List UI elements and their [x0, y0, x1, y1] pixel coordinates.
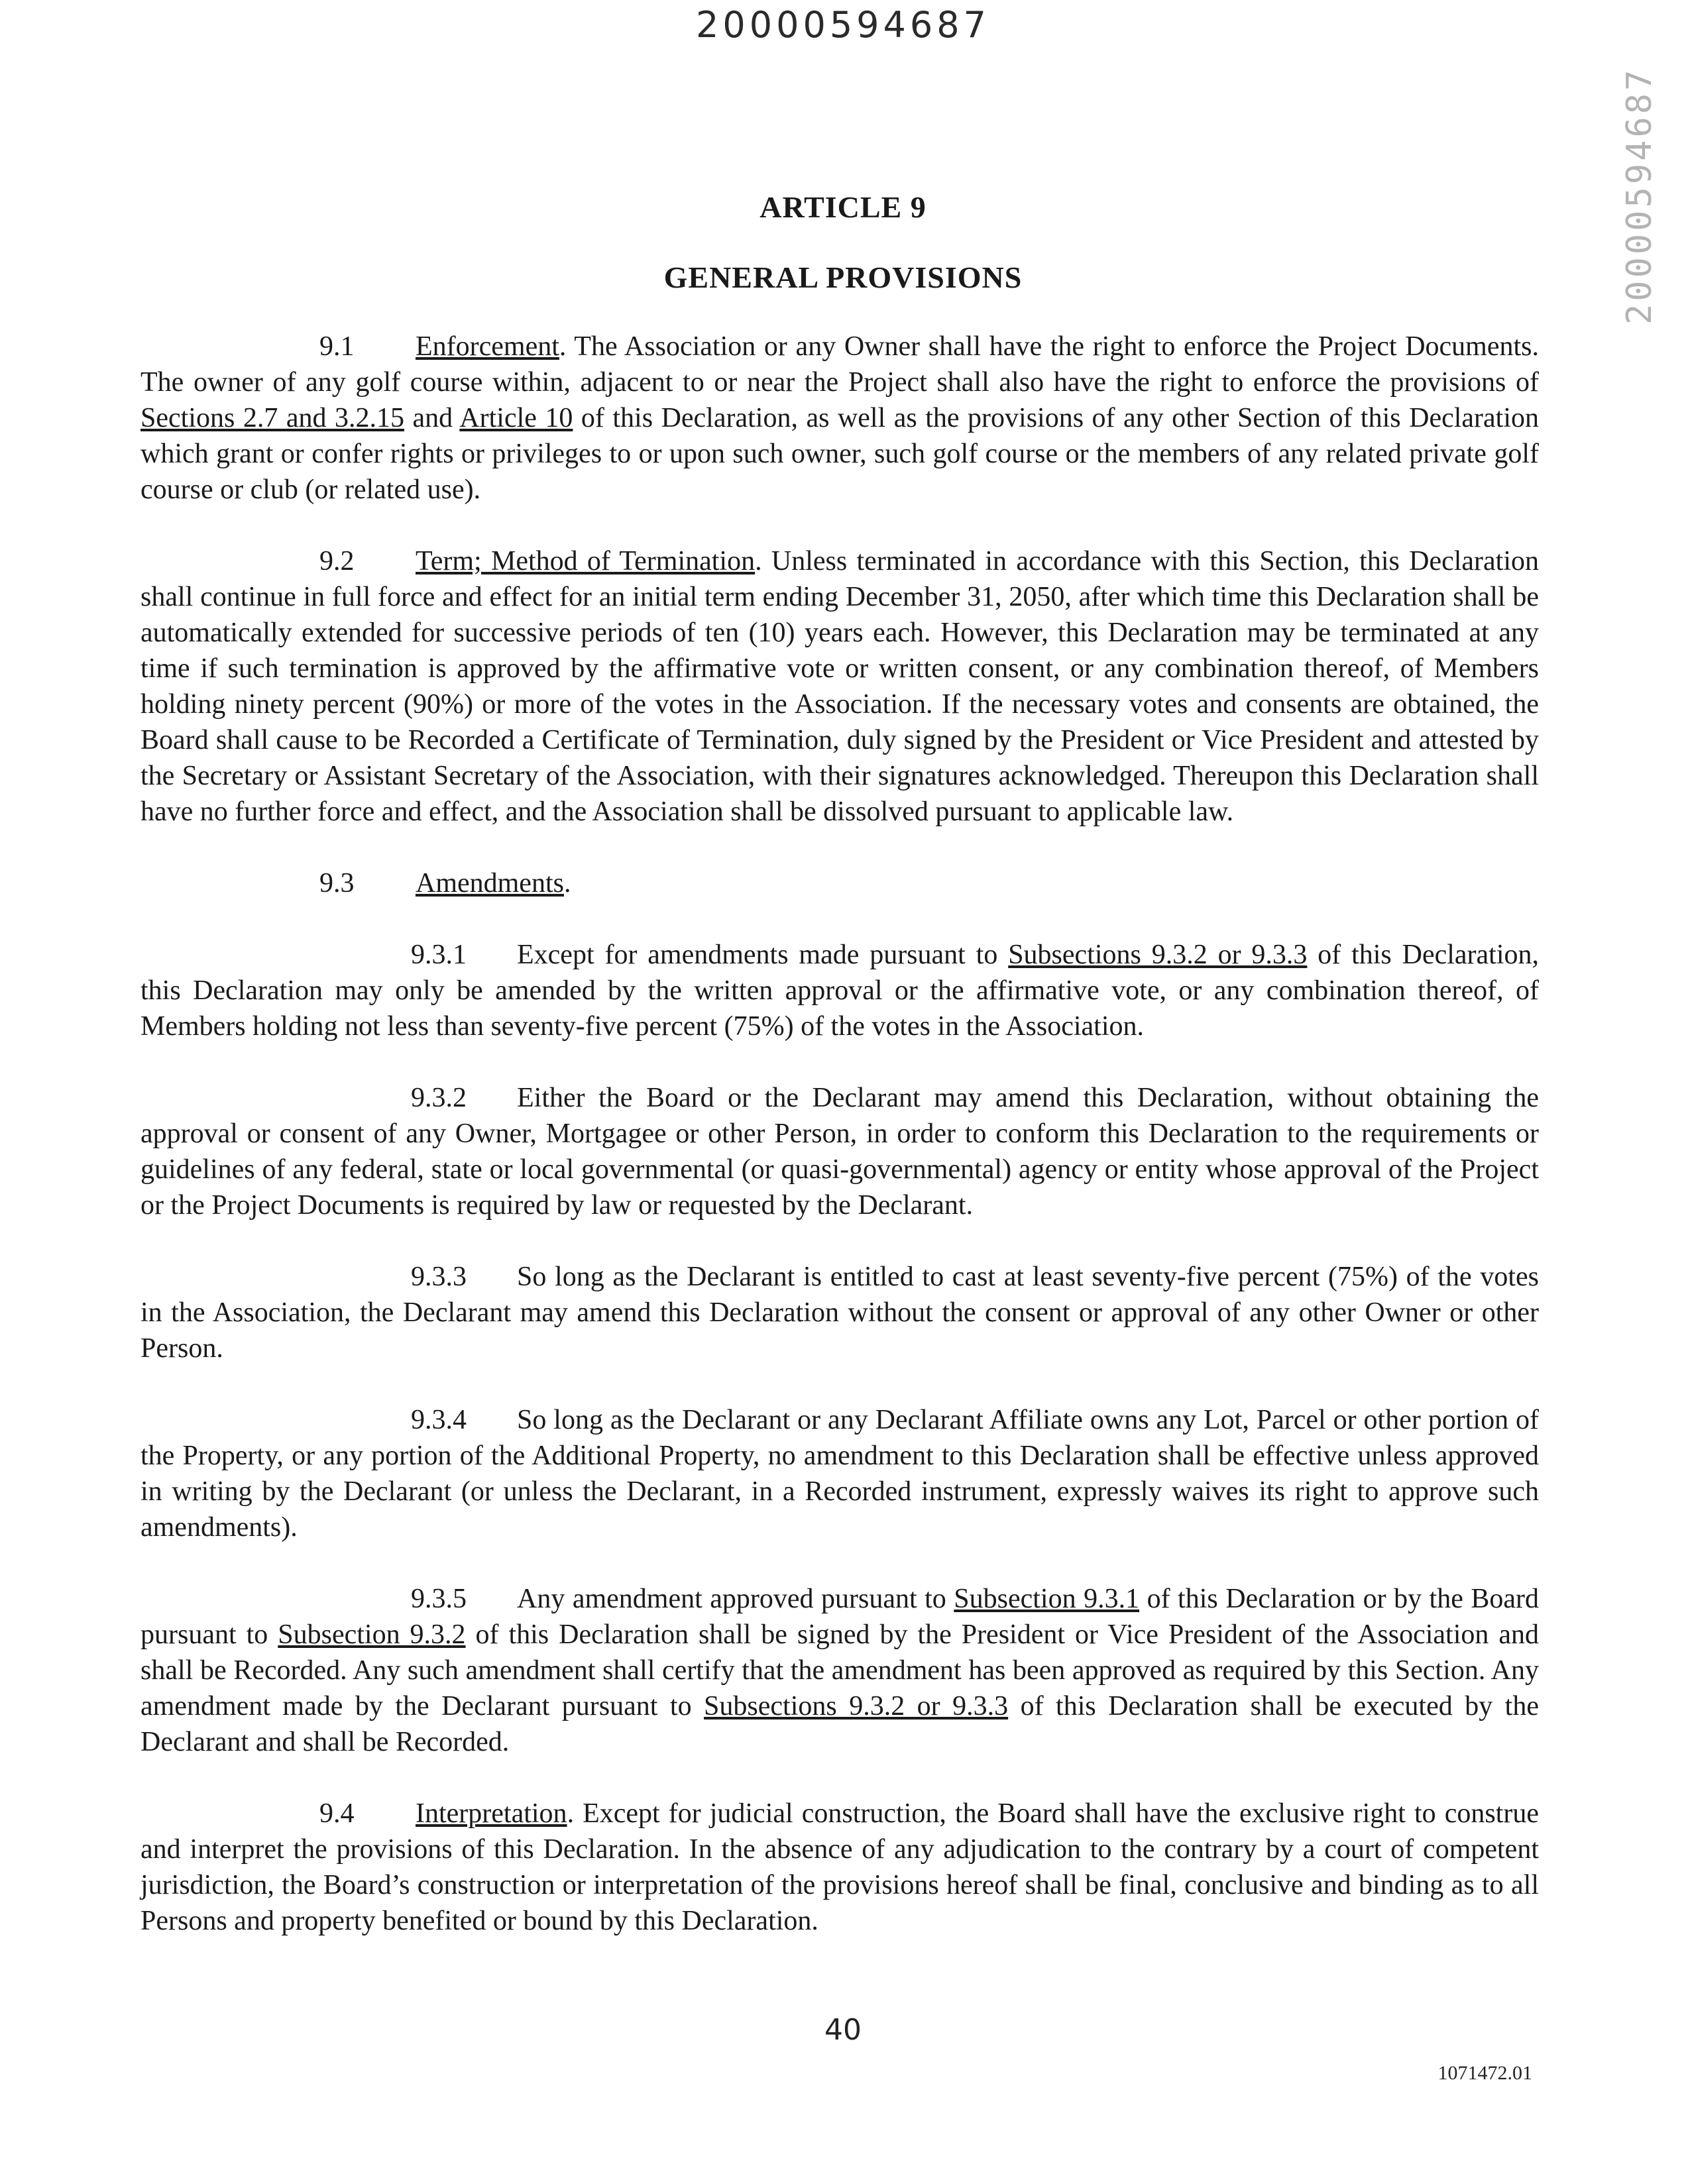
section-9-4 [140, 1796, 1539, 1939]
section-heading: Interpretation [416, 1798, 567, 1829]
subsection-number: 9.3.3 [411, 1262, 467, 1292]
section-number: 9.4 [319, 1798, 355, 1829]
cross-reference: Article 10 [459, 403, 573, 433]
section-text: of this Declaration shall be signed by the President or Vice President of the Association and shall be Recorded. Any such amendment shall certify that the amendment has been approved as required by this Section. Any amendment made by the Declarant pursuant to [140, 1619, 1540, 1721]
section-text: of this Declaration or by the Board pursuant to [140, 1584, 1539, 1650]
section-number: 9.2 [319, 546, 355, 576]
section-text: Any amendment approved pursuant to [517, 1584, 954, 1614]
section-9-3-3 [140, 1259, 1539, 1366]
section-9-3-2 [140, 1080, 1539, 1223]
section-text: of this Declaration shall be executed by the Declarant and shall be Recorded. [140, 1691, 1539, 1757]
section-text: of this Declaration, as well as the provisions of any other Section of this Declaration which grant or confer rights or privileges to or upon such owner, such golf course or the members of any related private golf course or club (or related use). [140, 403, 1540, 505]
section-9-3-4 [140, 1402, 1539, 1545]
subsection-number: 9.3.5 [411, 1584, 467, 1614]
subsection-number: 9.3.2 [411, 1083, 467, 1113]
subsection-number: 9.3.4 [411, 1405, 467, 1435]
cross-reference: Subsections 9.3.2 or 9.3.3 [704, 1691, 1009, 1721]
document-id: 1071472.01 [1437, 2062, 1532, 2084]
section-9-3 [140, 865, 1539, 901]
side-stamp-number: 20000594687 [1620, 67, 1659, 325]
section-text: So long as the Declarant or any Declarant Affiliate owns any Lot, Parcel or other portion of the Property, or any portion of the Additional Property, no amendment to this Declaration shall be effective unless approved in writing by the Declarant (or unless the Declarant, in a Recorded instrument, expressly waives its right to approve such amendments). [140, 1405, 1539, 1543]
section-number: 9.1 [319, 331, 355, 362]
section-text: of this Declaration, this Declaration may only be amended by the written approval or the affirmative vote, or any combination thereof, of Members holding not less than seventy-five percent (75%) of the votes in the Association. [140, 940, 1540, 1042]
section-text: . Except for judicial construction, the Board shall have the exclusive right to construe and interpret the provisions of this Declaration. In the absence of any adjudication to the contrary by a court of competent jurisdiction, the Board’s construction or interpretation of the provisions hereof shall be final, conclusive and binding as to all Persons and property benefited or bound by this Declaration. [140, 1798, 1539, 1936]
cross-reference: Subsection 9.3.2 [278, 1619, 466, 1650]
section-text: and [404, 403, 460, 433]
page-number: 40 [824, 2013, 862, 2047]
subsection-number: 9.3.1 [411, 940, 467, 970]
document-number: 20000594687 [696, 4, 990, 46]
section-heading: Term; Method of Termination [416, 546, 756, 576]
section-text: So long as the Declarant is entitled to cast at least seventy-five percent (75%) of the votes in the Association, the Declarant may amend this Declaration without the consent or approval of any other Owner or other Person. [140, 1262, 1539, 1364]
section-heading: Enforcement [416, 331, 559, 362]
section-text: . [563, 868, 571, 899]
section-9-3-1 [140, 937, 1539, 1044]
article-subtitle: GENERAL PROVISIONS [663, 260, 1023, 294]
section-heading: Amendments [416, 868, 564, 899]
cross-reference: Sections 2.7 and 3.2.15 [140, 403, 404, 433]
section-text: Either the Board or the Declarant may amend this Declaration, without obtaining the approval or consent of any Owner, Mortgagee or other Person, in order to conform this Declaration to the requirements or guidelines of any federal, state or local governmental (or quasi-governmental) agency or entity whose approval of the Project or the Project Documents is required by law or requested by the Declarant. [140, 1083, 1539, 1221]
document-body [140, 329, 1539, 1975]
section-text: . Unless terminated in accordance with this Section, this Declaration shall continue in full force and effect for an initial term ending December 31, 2050, after which time this Declaration shall be automatically extended for successive periods of ten (10) years each. However, this Declaration may be terminated at any time if such termination is approved by the affirmative vote or written consent, or any combination thereof, of Members holding ninety percent (90%) or more of the votes in the Association. If the necessary votes and consents are obtained, the Board shall cause to be Recorded a Certificate of Termination, duly signed by the President or Vice President and attested by the Secretary or Assistant Secretary of the Association, with their signatures acknowledged. Thereupon this Declaration shall have no further force and effect, and the Association shall be dissolved pursuant to applicable law. [140, 546, 1540, 827]
section-text: . The Association or any Owner shall have the right to enforce the Project Documents. The owner of any golf course within, adjacent to or near the Project shall also have the right to enforce the provisions of [140, 331, 1539, 398]
section-text: Except for amendments made pursuant to [517, 940, 1009, 970]
section-9-2 [140, 543, 1539, 830]
cross-reference: Subsection 9.3.1 [954, 1584, 1140, 1614]
section-9-3-5 [140, 1581, 1539, 1760]
cross-reference: Subsections 9.3.2 or 9.3.3 [1008, 940, 1308, 970]
article-title: ARTICLE 9 [759, 190, 927, 224]
section-number: 9.3 [319, 868, 355, 899]
section-9-1 [140, 329, 1539, 508]
